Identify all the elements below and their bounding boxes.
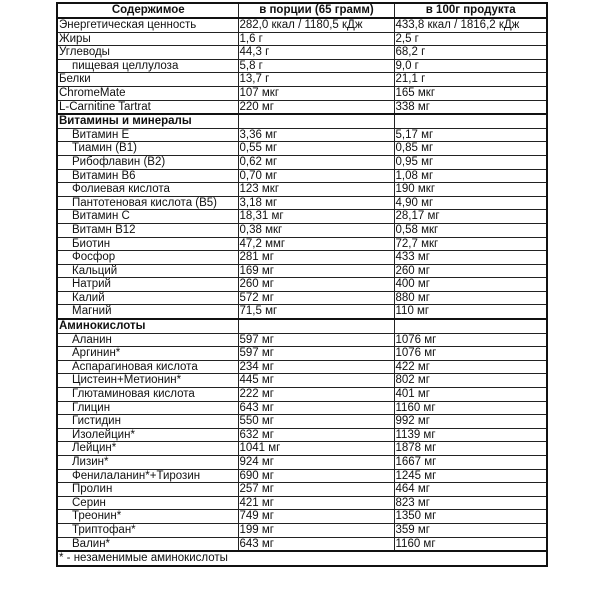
header-row (57, 3, 547, 18)
section-empty-cell (238, 319, 394, 333)
table-row (57, 523, 547, 537)
nutrient-name: L-Carnitine Tartrat (57, 100, 238, 114)
portion-value: 3,36 мг (238, 128, 394, 142)
portion-value: 643 мг (238, 537, 394, 551)
table-row (57, 469, 547, 483)
nutrient-name: Углеводы (57, 46, 238, 60)
per-100g-value: 1160 мг (394, 401, 547, 415)
per-100g-value: 823 мг (394, 496, 547, 510)
per-100g-value: 68,2 г (394, 46, 547, 60)
per-100g-value: 1,08 мг (394, 169, 547, 183)
table-row (57, 32, 547, 46)
portion-value: 107 мкг (238, 86, 394, 100)
portion-value: 1,6 г (238, 32, 394, 46)
portion-value: 199 мг (238, 523, 394, 537)
portion-value: 690 мг (238, 469, 394, 483)
table-row (57, 210, 547, 224)
portion-value: 3,18 мг (238, 196, 394, 210)
nutrient-name: Витамн В12 (57, 223, 238, 237)
per-100g-value: 400 мг (394, 278, 547, 292)
per-100g-value: 2,5 г (394, 32, 547, 46)
portion-value: 71,5 мг (238, 305, 394, 319)
portion-value: 550 мг (238, 415, 394, 429)
per-100g-value: 260 мг (394, 264, 547, 278)
table-row (57, 155, 547, 169)
table-row (57, 59, 547, 73)
nutrient-name: Калий (57, 291, 238, 305)
header-per-100g: в 100г продукта (394, 3, 547, 18)
per-100g-value: 464 мг (394, 483, 547, 497)
table-row (57, 128, 547, 142)
table-row (57, 169, 547, 183)
nutrient-name: Энергетическая ценность (57, 18, 238, 32)
portion-value: 18,31 мг (238, 210, 394, 224)
per-100g-value: 1667 мг (394, 456, 547, 470)
portion-value: 924 мг (238, 456, 394, 470)
table-row (57, 46, 547, 60)
table-row (57, 374, 547, 388)
nutrient-name: Цистеин+Метионин* (57, 374, 238, 388)
table-row (57, 251, 547, 265)
nutrient-name: Магний (57, 305, 238, 319)
table-row (57, 86, 547, 100)
nutrient-name: Аспарагиновая кислота (57, 360, 238, 374)
per-100g-value: 433 мг (394, 251, 547, 265)
table-row (57, 196, 547, 210)
per-100g-value: 110 мг (394, 305, 547, 319)
table-row (57, 360, 547, 374)
nutrient-name: Кальций (57, 264, 238, 278)
per-100g-value: 0,95 мг (394, 155, 547, 169)
portion-value: 260 мг (238, 278, 394, 292)
nutrient-name: Фосфор (57, 251, 238, 265)
portion-value: 632 мг (238, 428, 394, 442)
nutrient-name: Витамин С (57, 210, 238, 224)
portion-value: 0,55 мг (238, 142, 394, 156)
section-row-amino (57, 319, 547, 333)
section-title-amino: Аминокислоты (57, 319, 238, 333)
table-row (57, 442, 547, 456)
per-100g-value: 433,8 ккал / 1816,2 кДж (394, 18, 547, 32)
per-100g-value: 401 мг (394, 388, 547, 402)
section-title-vitamins: Витамины и минералы (57, 114, 238, 128)
per-100g-value: 1350 мг (394, 510, 547, 524)
nutrient-name: Пролин (57, 483, 238, 497)
per-100g-value: 28,17 мг (394, 210, 547, 224)
section-empty-cell (394, 319, 547, 333)
per-100g-value: 9,0 г (394, 59, 547, 73)
portion-value: 445 мг (238, 374, 394, 388)
table-row (57, 237, 547, 251)
table-row (57, 183, 547, 197)
per-100g-value: 190 мкг (394, 183, 547, 197)
table-row (57, 388, 547, 402)
table-row (57, 456, 547, 470)
nutrient-name: Биотин (57, 237, 238, 251)
table-row (57, 537, 547, 551)
main-nutrients-body (57, 18, 547, 114)
portion-value: 282,0 ккал / 1180,5 кДж (238, 18, 394, 32)
nutrition-table (56, 2, 548, 567)
section-empty-cell (394, 114, 547, 128)
per-100g-value: 1245 мг (394, 469, 547, 483)
amino-body (57, 333, 547, 551)
vitamins-body (57, 128, 547, 319)
per-100g-value: 992 мг (394, 415, 547, 429)
table-row (57, 223, 547, 237)
per-100g-value: 0,58 мкг (394, 223, 547, 237)
portion-value: 222 мг (238, 388, 394, 402)
portion-value: 257 мг (238, 483, 394, 497)
nutrient-name: Лейцин* (57, 442, 238, 456)
vitamins-section-header (57, 114, 547, 128)
per-100g-value: 1076 мг (394, 333, 547, 347)
nutrient-name: Треонин* (57, 510, 238, 524)
table-row (57, 496, 547, 510)
per-100g-value: 0,85 мг (394, 142, 547, 156)
nutrient-name: Лизин* (57, 456, 238, 470)
section-empty-cell (238, 114, 394, 128)
nutrient-name: Витамин В6 (57, 169, 238, 183)
nutrient-name: Белки (57, 73, 238, 87)
nutrient-name: пищевая целлулоза (57, 59, 238, 73)
portion-value: 0,38 мкг (238, 223, 394, 237)
table-row (57, 73, 547, 87)
nutrient-name: Жиры (57, 32, 238, 46)
per-100g-value: 422 мг (394, 360, 547, 374)
portion-value: 44,3 г (238, 46, 394, 60)
nutrient-name: Гистидин (57, 415, 238, 429)
table-row (57, 415, 547, 429)
section-row-vitamins (57, 114, 547, 128)
portion-value: 220 мг (238, 100, 394, 114)
table-row (57, 291, 547, 305)
per-100g-value: 359 мг (394, 523, 547, 537)
portion-value: 1041 мг (238, 442, 394, 456)
header-per-portion: в порции (65 грамм) (238, 3, 394, 18)
nutrient-name: Триптофан* (57, 523, 238, 537)
nutrient-name: Изолейцин* (57, 428, 238, 442)
header-contents: Содержимое (57, 3, 238, 18)
table-row (57, 142, 547, 156)
portion-value: 123 мкг (238, 183, 394, 197)
per-100g-value: 802 мг (394, 374, 547, 388)
nutrient-name: Фолиевая кислота (57, 183, 238, 197)
portion-value: 0,70 мг (238, 169, 394, 183)
portion-value: 597 мг (238, 333, 394, 347)
per-100g-value: 1076 мг (394, 347, 547, 361)
footnote-row (57, 551, 547, 566)
portion-value: 169 мг (238, 264, 394, 278)
table-row (57, 510, 547, 524)
nutrient-name: Пантотеновая кислота (В5) (57, 196, 238, 210)
per-100g-value: 1878 мг (394, 442, 547, 456)
nutrient-name: Глютаминовая кислота (57, 388, 238, 402)
table-row (57, 333, 547, 347)
portion-value: 234 мг (238, 360, 394, 374)
table-row (57, 278, 547, 292)
per-100g-value: 21,1 г (394, 73, 547, 87)
portion-value: 597 мг (238, 347, 394, 361)
per-100g-value: 880 мг (394, 291, 547, 305)
portion-value: 47,2 ммг (238, 237, 394, 251)
per-100g-value: 5,17 мг (394, 128, 547, 142)
nutrient-name: Аланин (57, 333, 238, 347)
table-row (57, 264, 547, 278)
nutrient-name: Серин (57, 496, 238, 510)
portion-value: 749 мг (238, 510, 394, 524)
per-100g-value: 72,7 мкг (394, 237, 547, 251)
nutrient-name: Фенилаланин*+Тирозин (57, 469, 238, 483)
portion-value: 13,7 г (238, 73, 394, 87)
portion-value: 572 мг (238, 291, 394, 305)
per-100g-value: 1160 мг (394, 537, 547, 551)
nutrient-name: Аргинин* (57, 347, 238, 361)
portion-value: 421 мг (238, 496, 394, 510)
table-row (57, 100, 547, 114)
nutrient-name: Витамин Е (57, 128, 238, 142)
amino-section-header (57, 319, 547, 333)
nutrition-table-container (56, 2, 546, 567)
portion-value: 281 мг (238, 251, 394, 265)
table-row (57, 18, 547, 32)
per-100g-value: 165 мкг (394, 86, 547, 100)
footnote: * - незаменимые аминокислоты (57, 551, 547, 566)
nutrient-name: Тиамин (В1) (57, 142, 238, 156)
nutrient-name: Рибофлавин (В2) (57, 155, 238, 169)
per-100g-value: 338 мг (394, 100, 547, 114)
portion-value: 0,62 мг (238, 155, 394, 169)
per-100g-value: 4,90 мг (394, 196, 547, 210)
portion-value: 643 мг (238, 401, 394, 415)
table-row (57, 305, 547, 319)
portion-value: 5,8 г (238, 59, 394, 73)
nutrient-name: Натрий (57, 278, 238, 292)
nutrient-name: Глицин (57, 401, 238, 415)
per-100g-value: 1139 мг (394, 428, 547, 442)
table-row (57, 347, 547, 361)
nutrient-name: ChromeMate (57, 86, 238, 100)
table-row (57, 428, 547, 442)
table-row (57, 401, 547, 415)
table-row (57, 483, 547, 497)
nutrient-name: Валин* (57, 537, 238, 551)
